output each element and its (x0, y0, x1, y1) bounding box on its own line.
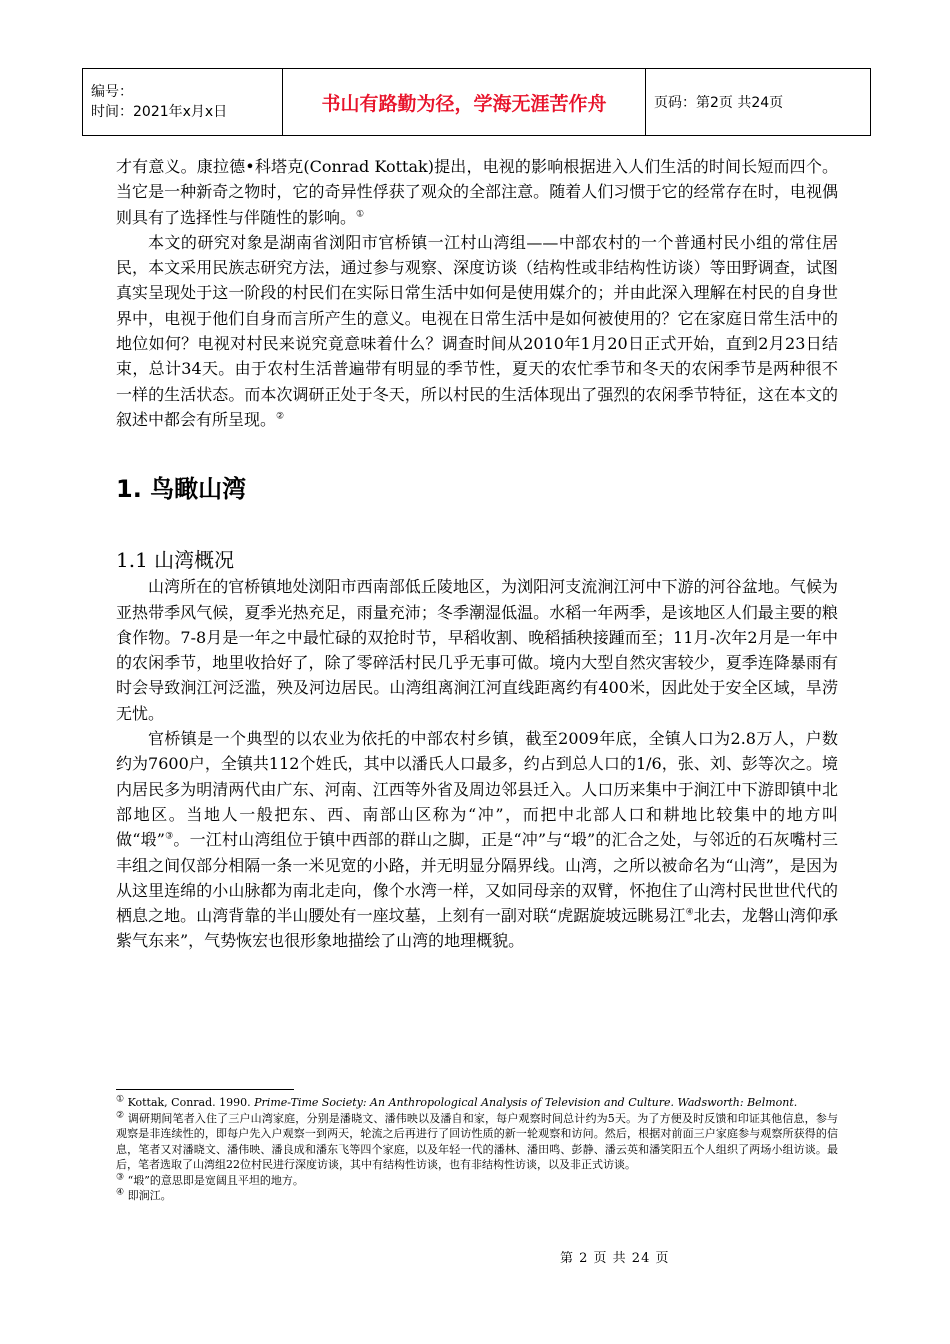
footnote-text: 调研期间笔者入住了三户山湾家庭，分别是潘晓文、潘伟映以及潘自和家，每户观察时间总计约为5天。为了方便及时反馈和印证其他信息，参与观察是非连续性的，即每户先入户观察一到两天，轮流之后再进行了回访性质的新一轮观察和访问。然后，根据对前面三户家庭参与观察所获得的信息，笔者又对潘晓文、潘伟映、潘良成和潘东飞等四个家庭，以及年轻一代的潘林、潘田鸣、彭静、潘云英和潘笑阳五个人组织了两场小组访谈。最后，笔者选取了山湾组22位村民进行深度访谈，其中有结构性访谈，也有非结构性访谈，以及非正式访谈。 (116, 1111, 838, 1171)
page-header (82, 68, 871, 136)
footnote-text: Kottak, Conrad. 1990. (124, 1096, 255, 1109)
footnote-ref[interactable]: ③ (164, 831, 174, 842)
footnotes (116, 1095, 838, 1204)
paragraph-text: 官桥镇是一个典型的以农业为依托的中部农村乡镇，截至2009年底，全镇人口为2.8万人，户数约为7600户，全镇共112个姓氏，其中以潘氏人口最多，约占到总人口的1/6，张、刘、彭等次之。境内居民多为明清两代由广东、河南、江西等外省及周边邻县迁入。人口历来集中于涧江中下游即镇中北部地区。当地人一般把东、西、南部山区称为“冲”，而把中北部人口和耕地比较集中的地方叫做“塅” (116, 729, 838, 850)
footnote-text: 即涧江。 (124, 1189, 172, 1202)
paragraph-text: 才有意义。康拉德•科塔克(Conrad Kottak)提出，电视的影响根据进入人们生活的时间长短而四个。当它是一种新奇之物时，它的奇异性俘获了观众的全部注意。随着人们习惯于它的经常存在时，电视偶则具有了选择性与伴随性的影响。 (116, 157, 838, 227)
footnote (116, 1188, 838, 1204)
header-meta-cell (83, 69, 283, 136)
footnote-mark: ④ (116, 1187, 125, 1198)
paragraph-text: 北去，龙磐山湾仰承紫气东来”，气势恢宏也很形象地描绘了山湾的地理概貌。 (116, 906, 838, 951)
paragraph-text: 本文的研究对象是湖南省浏阳市官桥镇一江村山湾组——中部农村的一个普通村民小组的常住居民，本文采用民族志研究方法，通过参与观察、深度访谈（结构性或非结构性访谈）等田野调查，试图真实呈现处于这一阶段的村民们在实际日常生活中如何是使用媒介的；并由此深入理解在村民的自身世界中，电视于他们自身而言所产生的意义。电视在日常生活中是如何被使用的？它在家庭日常生活中的地位如何？电视对村民来说究竟意味着什么？调查时间从2010年1月20日正式开始，直到2月23日结束，总计34天。由于农村生活普遍带有明显的季节性，夏天的农忙季节和冬天的农闲季节是两种很不一样的生活状态。而本次调研正处于冬天，所以村民的生活体现出了强烈的农闲季节特征，这在本文的叙述中都会有所呈现。 (116, 232, 838, 429)
footnote-mark: ② (116, 1109, 125, 1120)
footnote-ref[interactable]: ① (356, 209, 365, 220)
document-time-label: 时间：2021年x月x日 (91, 104, 228, 120)
document-body (116, 154, 838, 954)
paragraph-text: 。一江村山湾组位于镇中西部的群山之脚，正是“冲”与“塅”的汇合之处，与邻近的石灰嘴村三丰组之间仅部分相隔一条一米见宽的小路，并无明显分隔界线。山湾，之所以被命名为“山湾”，是因为从这里连绵的小山脉都为南北走向，像个水湾一样，又如同母亲的双臂，怀抱住了山湾村民世世代代的栖息之地。山湾背靠的半山腰处有一座坟墓，上刻有一副对联“虎踞旋坡远眺易江 (116, 830, 838, 926)
paragraph (116, 230, 838, 432)
footnote-book-title: Prime-Time Society: An Anthropological Analysis of Television and Culture. Wadsworth: Belmont. (254, 1096, 798, 1109)
footnote-ref[interactable]: ② (276, 411, 285, 422)
footnote (116, 1173, 838, 1189)
header-motto: 书山有路勤为径，学海无涯苦作舟 (283, 69, 646, 136)
footnote (116, 1111, 838, 1173)
footnote-separator (116, 1089, 294, 1090)
footnote-ref[interactable]: ④ (685, 907, 694, 918)
document-number-label: 编号： (91, 84, 133, 100)
paragraph (116, 726, 838, 954)
footnote-mark: ③ (116, 1171, 125, 1182)
page-footer-number: 第 2 页 共 24 页 (560, 1251, 670, 1266)
section-heading: 1. 鸟瞰山湾 (116, 475, 247, 504)
paragraph: 山湾所在的官桥镇地处浏阳市西南部低丘陵地区，为浏阳河支流涧江河中下游的河谷盆地。气候为亚热带季风气候，夏季光热充足，雨量充沛；冬季潮湿低温。水稻一年两季，是该地区人们最主要的粮食作物。7-8月是一年之中最忙碌的双抢时节，早稻收割、晚稻插秧接踵而至；11月-次年2月是一年中的农闲季节，地里收拾好了，除了零碎活村民几乎无事可做。境内大型自然灾害较少，夏季连降暴雨有时会导致涧江河泛滥，殃及河边居民。山湾组离涧江河直线距离约有400米，因此处于安全区域，旱涝无忧。 (116, 577, 838, 723)
header-page-number: 页码：第2页 共24页 (646, 69, 871, 136)
footnote-text: “塅”的意思即是宽阔且平坦的地方。 (124, 1173, 304, 1187)
subsection-heading: 1.1 山湾概况 (116, 548, 235, 573)
footnote-mark: ① (116, 1094, 125, 1105)
footnote (116, 1095, 838, 1111)
paragraph (116, 154, 838, 230)
